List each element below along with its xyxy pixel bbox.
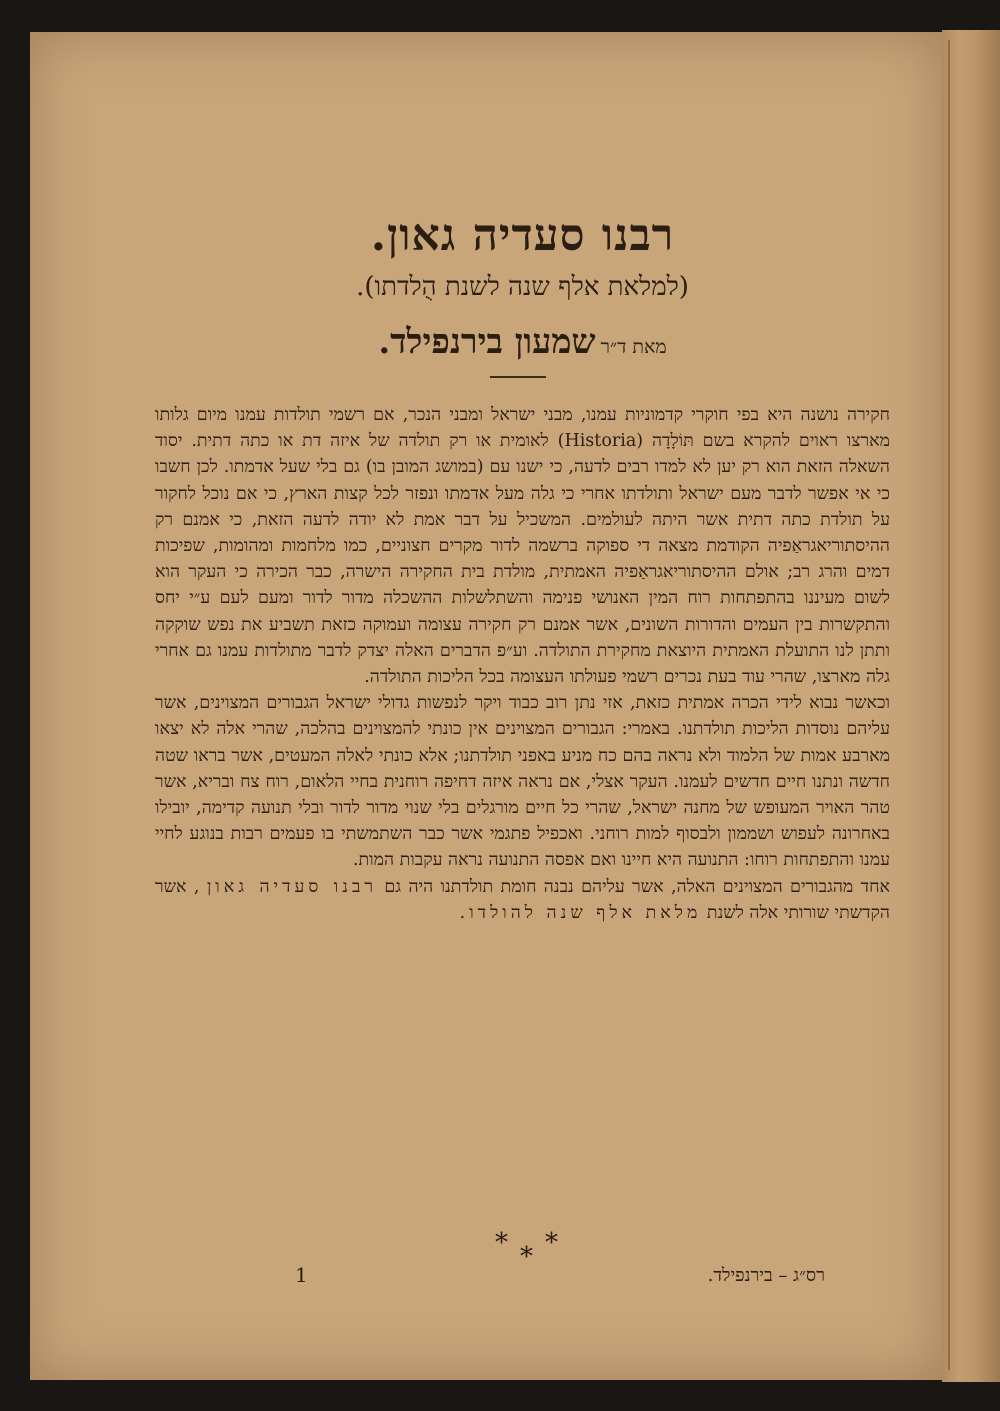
- paragraph-3-end: מלאת אלף שנה להולדו.: [459, 902, 702, 923]
- page-content: [155, 0, 890, 1411]
- book-spine: [942, 30, 1000, 1382]
- page-number: 1: [295, 1263, 308, 1287]
- paragraph-3-middle: , אשר הקדשתי שורותי אלה לשנת: [155, 876, 890, 923]
- section-ornament: [475, 1228, 558, 1272]
- paragraph-1: חקירה נושנה היא בפי חוקרי קדמוניות עמנו, מבני ישראל ומבני הנכר, אם רשמי תולדות עמנו מיום גלותו מארצו ראוים להקרא בשם תּוֹלָדָה (Historia) לאומית או רק תולדה של איזה דת או כתה דתית. יסוד השאלה הזאת הוא רק יען לא למדו רבים לדעה, כי ישנו עם (במושג המובן בו) גם בלי שעל אדמתו. לכן חשבו כי אי אפשר לדבר מעם ישראל ותולדתו אחרי כי גלה מעל אדמתו ונפזר לכל קצות הארץ, כי אם נוכל לחקור על תולדת כתה דתית אשר היתה לעולמים. המשכיל על דבר אמת לא יודה לדעה הזאת, כי אמנם רק ההיסתוריאגראַפיה הקודמת מצאה די ספוקה ברשמה לדור מקרים חצוניים, כמו מלחמות ומהומות, שפיכות דמים והרג רב; אולם ההיסתוריאגראַפיה האמתית, מולדת בית החקירה הישרה, כבר הכירה כי העקר הוא לשום מעיננו בהתפתחות רוח המין האנושי פנימה והשתלשלות ההשכלה מדור לדור ומעם לעם ע״י יחס והתקשרות בין העמים והדורות השונים, אשר אמנם רק חקירה עצומה ועמוקה כזאת תשביע את נפש שוקקה ותתן לנו התועלת האמתית היוצאת מחקירת התולדה. וע״פ הדברים האלה יצדק לדבר מתולדות עמנו גם אחרי גלה מארצו, שהרי עוד בעת נכרים רשמי פעולתו העצומה בכל הליכות התולדה.: [155, 405, 890, 688]
- ornament-star-right: *: [545, 1228, 558, 1258]
- paragraph-3-start: אחד מהגבורים המצוינים האלה, אשר עליהם נבנה חומת תולדתנו היה גם: [384, 876, 890, 897]
- author-line: [155, 322, 890, 362]
- article-title: רבנו סעדיה גאון.: [370, 210, 675, 261]
- article-body: [155, 402, 890, 926]
- author-prefix: מאת ד״ר: [600, 336, 667, 358]
- paragraph-3-name: רבנו סעדיה גאון: [206, 876, 377, 897]
- author-name: שמעון בירנפילד.: [378, 322, 596, 362]
- paragraph-3: [155, 874, 890, 926]
- article-subtitle: (למלאת אלף שנה לשנת הֻלדתו).: [356, 272, 689, 302]
- title-divider: [490, 376, 546, 378]
- spine-fold: [948, 40, 950, 1370]
- footer-signature: רס״ג – בירנפילד.: [707, 1265, 825, 1286]
- ornament-star-bottom: *: [520, 1242, 533, 1272]
- ornament-star-left: *: [495, 1228, 508, 1258]
- paragraph-2: וכאשר נבוא לידי הכרה אמתית כזאת, אזי נתן רוב כבוד ויקר לנפשות גדולי ישראל הגבורים המצוינים, אשר עליהם נוסדות הליכות תולדתנו. באמרי: הגבורים המצוינים אין כונתי להמצוינים בהלכה, שהרי אלה לא יצאו מארבע אמות של הלמוד ולא נראה בהם כח מניע באפני תולדתנו; אלא כונתי לאלה המעטים, אשר בראו שטה חדשה ונתנו חיים חדשים לעמנו. העקר אצלי, אם נראה איזה דחיפה רוחנית בחיי הלאום, רוח צח ובריא, אשר טהר האויר המעופש של מחנה ישראל, שהרי כל חיים מורגלים בלי שנוי מדור לדור ובלי תנועה קדימה, יובילו באחרונה לעפוש ושממון ולבסוף למות רוחני. ואכפיל פתגמי אשר כבר השתמשתי בו פעמים רבות בנוגע לחיי עמנו והתפתחות רוחו: התנועה היא חיינו ואם אפסה התנועה נראה עקבות המות.: [155, 693, 890, 871]
